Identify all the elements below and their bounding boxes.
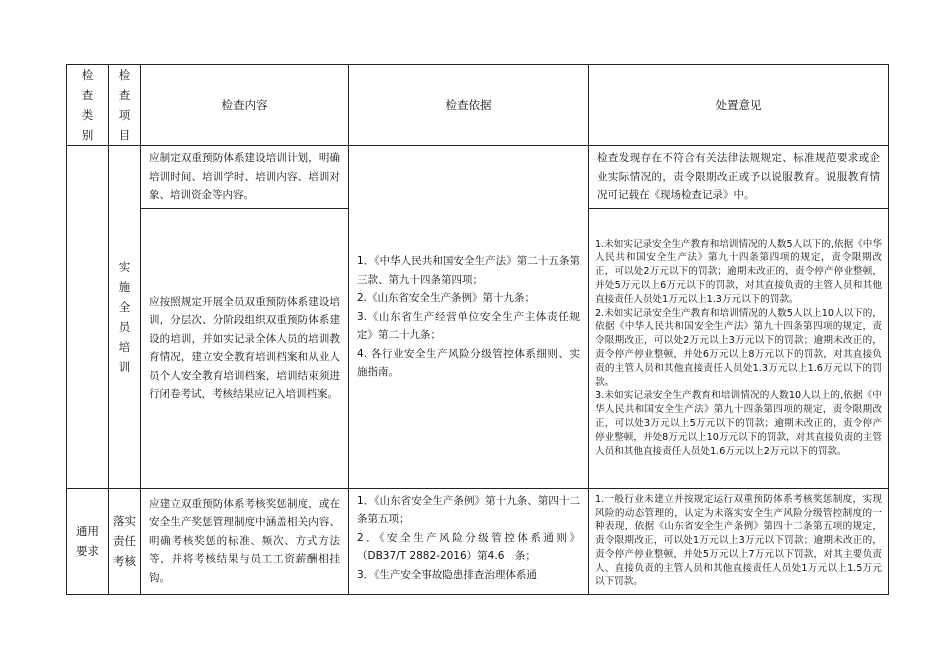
opinion-cell: 1.一般行业未建立并按规定运行双重预防体系考核奖惩制度，实现风险的动态管理的，认定为未落实安全生产风险分级管控制度的一种表现，依据《山东省安全生产条例》第四十二条第五项的规定，责令限期改正，可以处1万元以上3万元以下罚款；逾期未改正的，责令停产停业整顿，并处5万元以上7万元以下罚款，对其主要负责人、直接负责的主管人员和其他直接责任人员处1万元以上1.5万元以下罚款。 — [589, 488, 889, 594]
content-cell: 应建立双重预防体系考核奖惩制度，或在安全生产奖惩管理制度中涵盖相关内容、明确考核奖惩的标准、频次、方式方法等，并将考核结果与员工工资薪酬相挂钩。 — [141, 488, 349, 594]
basis-item: 4. 各行业安全生产风险分级管控体系细则、实施指南。 — [357, 347, 580, 378]
inspection-table — [66, 64, 889, 595]
header-opinion: 处置意见 — [589, 65, 889, 146]
basis-cell — [349, 488, 589, 594]
category-cell-empty — [67, 146, 109, 489]
basis-cell — [349, 146, 589, 489]
basis-item: 1．《中华人民共和国安全生产法》第二十五条第三款、第九十四条第四项； — [357, 255, 580, 286]
table-row — [67, 488, 889, 594]
content-cell: 应按照规定开展全员双重预防体系建设培训，分层次、分阶段组织双重预防体系建设的培训，并如实记录全体人员的培训教育情况，建立安全教育培训档案和从业人员个人安全教育培训档案，培训结束须进行闭卷考试，考核结果应记入培训档案。 — [141, 208, 349, 488]
opinion-item: 3.未如实记录安全生产教育和培训情况的人数10人以上的,依据《中华人民共和国安全生产法》第九十四条第四项的规定，责令限期改正，可以处3万元以上5万元以下的罚款；逾期未改正的，责令停产停业整顿，并处8万元以上10万元以下的罚款，对其直接负责的主管人员和其他直接责任人员处1.6万元以上2万元以下的罚款。 — [595, 390, 882, 457]
opinion-item: 2.未如实记录安全生产教育和培训情况的人数5人以上10人以下的，依据《中华人民共和国安全生产法》第九十四条第四项的规定，责令限期改正，可以处2万元以上3万元以下的罚款；逾期未改正的，责令停产停业整顿，并处6万元以上8万元以下的罚款，对其直接负责的主管人员和其他直接责任人员处1.3万元以上1.6万元以下的罚款。 — [595, 307, 882, 388]
basis-item: 3．《生产安全事故隐患排查治理体系通 — [357, 568, 537, 581]
opinion-item: 1.未如实记录安全生产教育和培训情况的人数5人以下的,依据《中华人民共和国安全生产法》第九十四条第四项的规定，责令限期改正，可以处2万元以下的罚款；逾期未改正的，责令停产停业整顿，并处5万元以上6万元以下的罚款，对其直接负责的主管人员和其他直接责任人员处1万元以上1.3万元以下的罚款。 — [595, 238, 882, 305]
header-content: 检查内容 — [141, 65, 349, 146]
header-row — [67, 65, 889, 146]
category-cell: 通用要求 — [67, 488, 109, 594]
item-cell-training: 实施全员培训 — [109, 146, 141, 489]
item-cell-assessment: 落实责任考核 — [109, 488, 141, 594]
opinion-cell — [589, 208, 889, 488]
header-basis: 检查依据 — [349, 65, 589, 146]
content-cell: 应制定双重预防体系建设培训计划，明确培训时间、培训学时、培训内容、培训对象、培训资金等内容。 — [141, 146, 349, 209]
header-item: 检查项目 — [109, 65, 141, 146]
basis-item: 2．《安全生产风险分级管控体系通则》（DB37/T 2882-2016）第4.6 条； — [357, 531, 580, 562]
opinion-cell: 检查发现存在不符合有关法律法规规定、标准规范要求或企业实际情况的，责令限期改正或予以说服教育。说服教育情况可记载在《现场检查记录》中。 — [589, 146, 889, 209]
basis-item: 3.《山东省生产经营单位安全生产主体责任规定》第二十九条； — [357, 310, 580, 341]
header-category: 检查类别 — [67, 65, 109, 146]
basis-item: 1．《山东省安全生产条例》第十九条、第四十二条第五项； — [357, 494, 580, 525]
basis-item: 2.《山东省安全生产条例》第十九条； — [357, 292, 536, 304]
table-row — [67, 146, 889, 209]
